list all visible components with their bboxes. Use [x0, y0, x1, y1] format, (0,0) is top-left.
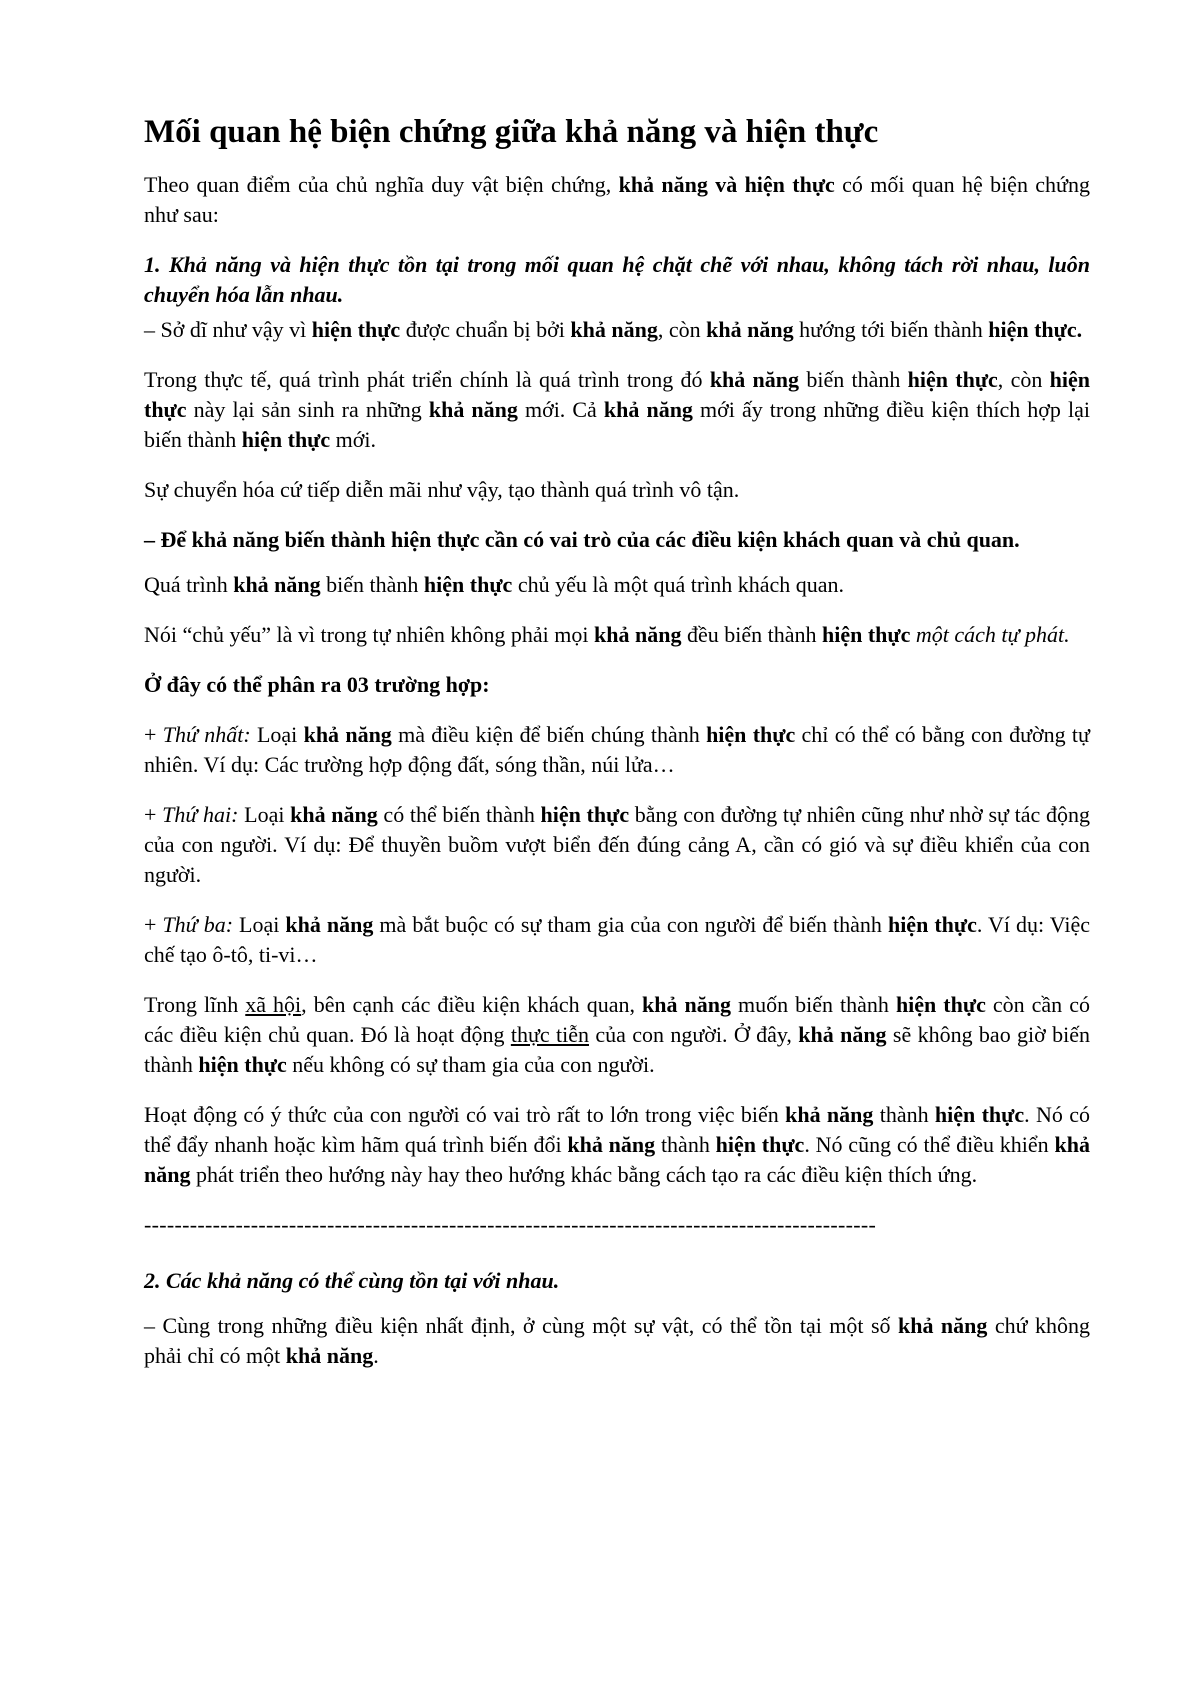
bold-term: khả năng	[233, 572, 321, 597]
bold-term: hiện thực	[540, 802, 630, 827]
text-run: được chuẩn bị bởi	[400, 317, 571, 342]
text-run: sẽ không bao giờ biến thành	[144, 1022, 1091, 1077]
intro-paragraph	[144, 170, 1090, 230]
text-run: Hoạt động có ý thức của con người có vai trò rất to lớn trong việc biến	[144, 1102, 786, 1127]
paragraph-transformation: Sự chuyển hóa cứ tiếp diễn mãi như vậy, tạo thành quá trình vô tận.	[144, 477, 740, 502]
bold-term: – Để khả năng biến thành hiện thực cần có vai trò của các điều kiện khách quan và chủ quan.	[144, 527, 1020, 552]
text-run: Trong thực tế, quá trình phát triển chính là quá trình trong đó	[144, 367, 710, 392]
text-run: có thể biến thành	[377, 802, 541, 827]
bold-term: hiện thực	[198, 1052, 287, 1077]
document-body	[144, 108, 1090, 1391]
paragraph-cases-heading	[144, 670, 1090, 700]
italic-text: một cách tự phát.	[915, 622, 1070, 647]
paragraph-objective-process	[144, 570, 1090, 600]
bold-term: Ở đây có thể phân ra 03 trường hợp:	[144, 672, 490, 697]
bold-term: hiện thực	[907, 367, 998, 392]
bold-term: khả năng	[285, 912, 374, 937]
text-run: chỉ có thể có bằng con đường tự nhiên. Ví dụ: Các trường hợp động đất, sóng thần, núi lửa…	[144, 722, 1090, 777]
bold-term: khả năng	[290, 802, 378, 827]
text-run: có mối quan hệ biện chứng như sau:	[144, 172, 1090, 227]
paragraph-reason	[144, 315, 1090, 345]
text-run: +	[144, 802, 163, 827]
bold-term: khả năng	[428, 397, 518, 422]
text-run: thành	[873, 1102, 935, 1127]
italic-text: Thứ nhất:	[162, 722, 251, 747]
bold-term: khả năng	[570, 317, 658, 342]
bold-term: hiện thực	[423, 572, 513, 597]
bold-term: hiện thực	[887, 912, 977, 937]
bold-term: khả năng	[642, 992, 731, 1017]
bold-term: khả năng	[798, 1022, 887, 1047]
bold-term: hiện thực	[822, 622, 911, 647]
bold-term: hiện thực.	[988, 317, 1083, 342]
text-run: mới. Cả	[517, 397, 604, 422]
bold-term: hiện thực	[706, 722, 796, 747]
page-title: Mối quan hệ biện chứng giữa khả năng và hiện thực	[144, 114, 879, 150]
text-run: .	[373, 1343, 379, 1368]
text-run: mà bắt buộc có sự tham gia của con người để biến thành	[373, 912, 888, 937]
text-run: chứ không phải chỉ có một	[144, 1313, 1090, 1368]
paragraph-society	[144, 990, 1090, 1080]
bold-term: hiện thực	[934, 1102, 1025, 1127]
text-run: +	[144, 722, 163, 747]
bold-term: khả năng	[706, 317, 794, 342]
bold-term: khả năng	[285, 1343, 374, 1368]
bold-term: hiện thực	[311, 317, 401, 342]
bold-term: khả năng	[144, 1132, 1090, 1187]
bold-term: khả năng	[709, 367, 800, 392]
text-run: . Nó có thể đẩy nhanh hoặc kìm hãm quá trình biến đổi	[144, 1102, 1090, 1157]
text-run: đều biến thành	[681, 622, 822, 647]
text-run: . Nó cũng có thể điều khiển	[804, 1132, 1055, 1157]
case-second	[144, 800, 1090, 890]
text-run: Trong lĩnh	[144, 992, 246, 1017]
text-run: chủ yếu là một quá trình khách quan.	[512, 572, 845, 597]
italic-text: Thứ hai:	[162, 802, 239, 827]
text-run: muốn biến thành	[730, 992, 896, 1017]
text-run: , bên cạnh các điều kiện khách quan,	[301, 992, 642, 1017]
bold-term: khả năng	[594, 622, 682, 647]
text-run: Loại	[238, 802, 291, 827]
text-run: của con người. Ở đây,	[588, 1022, 799, 1047]
text-run: thành	[655, 1132, 716, 1157]
case-third	[144, 910, 1090, 970]
paragraph-mainly	[144, 620, 1090, 650]
text-run: Theo quan điểm của chủ nghĩa duy vật biện chứng,	[144, 172, 619, 197]
text-run: mới ấy trong những điều kiện thích hợp lại biến thành	[144, 397, 1090, 452]
case-first	[144, 720, 1090, 780]
text-run: Nói “chủ yếu” là vì trong tự nhiên không phải mọi	[144, 622, 595, 647]
text-run: hướng tới biến thành	[793, 317, 989, 342]
text-run: còn cần có các điều kiện chủ quan. Đó là hoạt động	[144, 992, 1090, 1047]
text-run: phát triển theo hướng này hay theo hướng khác bằng cách tạo ra các điều kiện thích ứng.	[190, 1162, 978, 1187]
section-1-heading: 1. Khả năng và hiện thực tồn tại trong mối quan hệ chặt chẽ với nhau, không tách rời nhau, luôn chuyển hóa lẫn nhau.	[144, 252, 1090, 307]
text-run: +	[144, 912, 163, 937]
bold-term: khả năng	[897, 1313, 988, 1338]
bold-term: hiện thực	[144, 367, 1090, 422]
text-run: – Cùng trong những điều kiện nhất định, ở cùng một sự vật, có thể tồn tại một số	[144, 1313, 898, 1338]
text-run: này lại sản sinh ra những	[186, 397, 429, 422]
paragraph-coexist	[144, 1311, 1090, 1371]
paragraph-development	[144, 365, 1090, 455]
text-run: Quá trình	[144, 572, 234, 597]
text-run: mới.	[330, 427, 377, 452]
separator-line: ------------------------------------------------------------------------------------------------	[144, 1212, 877, 1237]
text-run: , còn	[657, 317, 707, 342]
bold-term: hiện thực	[715, 1132, 805, 1157]
bold-term: khả năng	[785, 1102, 874, 1127]
bold-term: khả năng	[303, 722, 392, 747]
text-run: mà điều kiện để biến chúng thành	[391, 722, 707, 747]
italic-text: Thứ ba:	[162, 912, 234, 937]
bold-term: khả năng	[603, 397, 693, 422]
text-run: bằng con đường tự nhiên cũng như nhờ sự tác động của con người. Ví dụ: Để thuyền buồm vượt biển đến đúng cảng A, cần có gió và sự điều khiển của con người.	[144, 802, 1090, 887]
bold-term: khả năng và hiện thực	[618, 172, 835, 197]
section-2-heading: 2. Các khả năng có thể cùng tồn tại với nhau.	[144, 1268, 560, 1293]
link-thuc-tien[interactable]: thực tiễn	[510, 1022, 589, 1047]
text-run: biến thành	[799, 367, 908, 392]
bold-term: hiện thực	[895, 992, 986, 1017]
text-run: , còn	[997, 367, 1050, 392]
bold-term: hiện thực	[241, 427, 331, 452]
text-run: Loại	[250, 722, 304, 747]
paragraph-conditions-heading	[144, 525, 1090, 555]
paragraph-conscious-activity	[144, 1100, 1090, 1190]
link-xa-hoi[interactable]: xã hội	[245, 992, 302, 1017]
text-run: . Ví dụ: Việc chế tạo ô-tô, ti-vi…	[144, 912, 1090, 967]
text-run: – Sở dĩ như vậy vì	[144, 317, 312, 342]
text-run: Loại	[233, 912, 286, 937]
bold-term: khả năng	[567, 1132, 656, 1157]
text-run: nếu không có sự tham gia của con người.	[286, 1052, 655, 1077]
text-run: biến thành	[320, 572, 424, 597]
